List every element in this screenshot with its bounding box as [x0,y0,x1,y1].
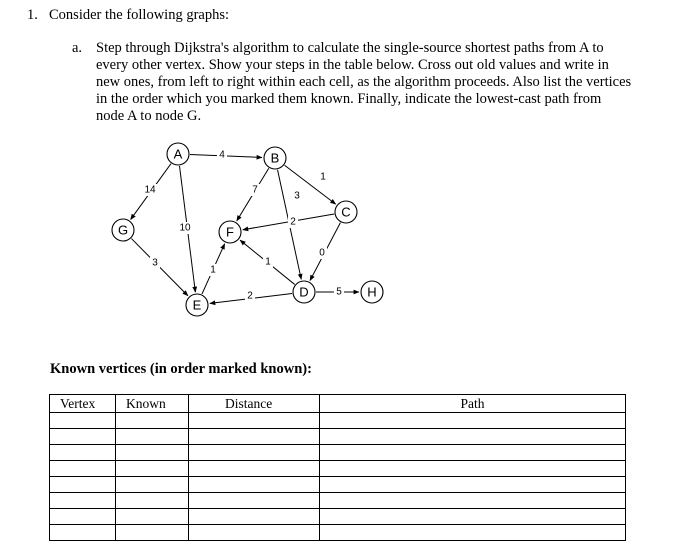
cell-known [116,509,189,525]
header-vertex: Vertex [50,395,116,413]
cell-distance [189,445,320,461]
cell-path [320,445,626,461]
cell-distance [189,429,320,445]
cell-vertex [50,445,116,461]
cell-known [116,461,189,477]
edge-e-f [202,244,225,294]
edge-weight-label: 2 [290,216,296,228]
question-number: 1. [27,7,38,23]
edge-weight-label: 4 [219,149,225,161]
header-known: Known [116,395,189,413]
cell-vertex [50,429,116,445]
cell-path [320,477,626,493]
cell-distance [189,413,320,429]
cell-vertex [50,525,116,541]
edge-weight-label: 1 [320,171,326,183]
question-text: Consider the following graphs: [49,7,230,23]
edge-weight-label: 5 [336,286,342,298]
table-row [50,477,626,493]
edge-b-f [237,168,269,221]
cell-vertex [50,477,116,493]
cell-known [116,525,189,541]
cell-distance [189,525,320,541]
cell-path [320,429,626,445]
edge-weight-label: 3 [294,190,300,202]
edge-g-e [131,239,187,296]
part-a-label: a. [72,40,83,56]
cell-path [320,525,626,541]
cell-vertex [50,509,116,525]
node-f [219,221,241,243]
edge-d-e [210,290,292,303]
cell-known [116,413,189,429]
edge-a-g [131,164,171,220]
edge-weight-label: 10 [179,222,191,234]
node-e [186,294,208,316]
table-row [50,445,626,461]
table-header-row [50,395,626,413]
edge-weight-label: 2 [247,290,253,302]
edge-weight-label: 7 [252,184,258,196]
cell-vertex [50,493,116,509]
node-label: H [367,284,377,300]
node-d [293,281,315,303]
edge-c-d [310,223,340,281]
node-label: C [341,204,351,220]
cell-known [116,429,189,445]
node-label: G [117,222,129,238]
edge-d-f [240,240,295,284]
cell-known [116,493,189,509]
cell-known [116,445,189,461]
cell-distance [189,477,320,493]
edge-weight-label: 1 [210,264,216,276]
edge-d-h [316,286,359,298]
cell-distance [189,509,320,525]
table-row [50,509,626,525]
node-label: F [226,224,234,240]
header-distance: Distance [189,395,320,413]
header-path: Path [320,395,626,413]
edge-weight-label: 14 [144,184,156,196]
node-label: A [173,146,183,162]
table-row [50,429,626,445]
edge-weight-label: 0 [319,247,325,259]
node-a [167,143,189,165]
table-row [50,413,626,429]
node-label: E [192,297,202,313]
cell-distance [189,493,320,509]
cell-vertex [50,461,116,477]
edge-a-e [175,166,195,292]
dijkstra-table [49,394,626,541]
known-vertices-label: Known vertices (in order marked known): [50,361,312,377]
node-label: D [299,284,309,300]
cell-known [116,477,189,493]
edge-weight-label: 1 [265,256,271,268]
part-a-text: Step through Dijkstra's algorithm to calculate the single-source shortest paths from A to every other vertex. Show your steps in the table below. Cross out old values and write in new ones, from left to right within each cell, as the algorithm proceeds. Also list the vertices in the order which you marked them known. Finally, indicate the lowest-cast path from node A to node G. [96,40,632,124]
cell-path [320,461,626,477]
table-row [50,525,626,541]
table-row [50,461,626,477]
cell-path [320,413,626,429]
edge-weight-label: 3 [152,257,158,269]
table-row [50,493,626,509]
edge-c-f [243,214,334,230]
node-c [335,201,357,223]
cell-distance [189,461,320,477]
node-b [264,147,286,169]
node-g [112,219,134,241]
node-label: B [270,150,280,166]
edge-a-b [190,149,262,161]
cell-vertex [50,413,116,429]
cell-path [320,493,626,509]
cell-path [320,509,626,525]
node-h [361,281,383,303]
